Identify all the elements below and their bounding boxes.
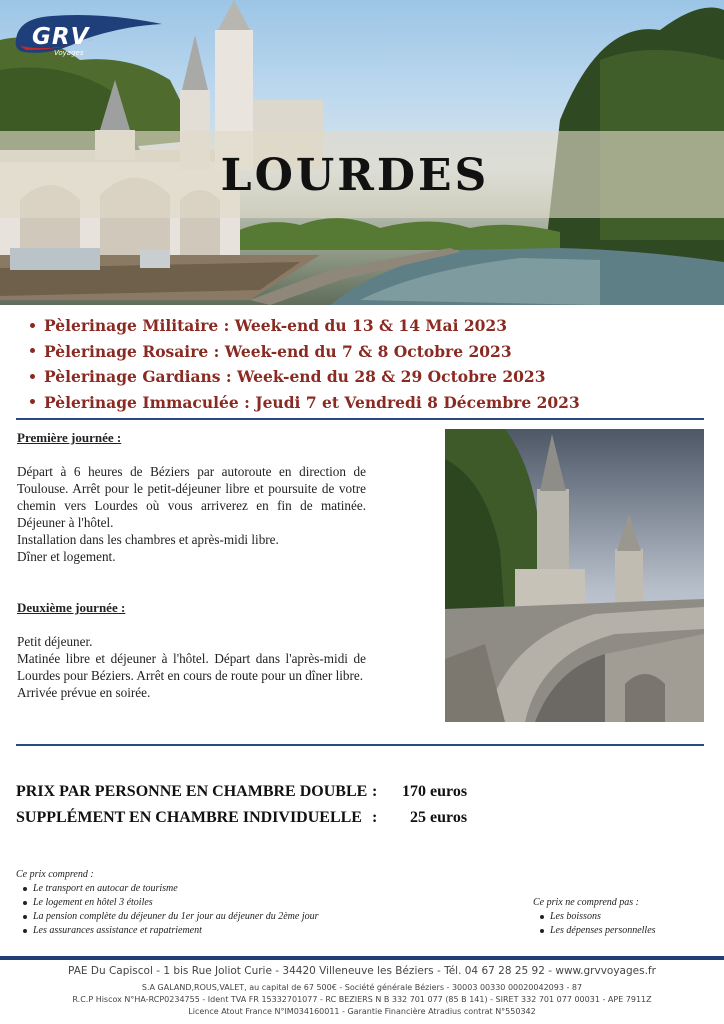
pilgrimage-list	[30, 313, 580, 415]
price-row	[16, 808, 486, 834]
divider-top	[16, 418, 704, 420]
bullet-icon	[30, 323, 35, 328]
day1-line: Installation dans les chambres et après-midi libre.	[17, 532, 279, 547]
pilgrimage-item: Pèlerinage Immaculée : Jeudi 7 et Vendredi 8 Décembre 2023	[30, 390, 580, 416]
excluded-title: Ce prix ne comprend pas :	[533, 897, 639, 908]
list-item: Les assurances assistance et rapatriement	[16, 924, 416, 938]
price-label: SUPPLÉMENT EN CHAMBRE INDIVIDUELLE	[16, 809, 362, 826]
included-title: Ce prix comprend :	[16, 869, 94, 880]
list-item: La pension complète du déjeuner du 1er jour au déjeuner du 2ème jour	[16, 910, 416, 924]
bullet-icon	[30, 374, 35, 379]
day2-title: Deuxième journée :	[17, 600, 126, 615]
pilgrimage-item: Pèlerinage Rosaire : Week-end du 7 & 8 Octobre 2023	[30, 339, 580, 365]
excluded-list	[533, 910, 713, 938]
list-item: Le logement en hôtel 3 étoiles	[16, 896, 416, 910]
day1-line: Dîner et logement.	[17, 549, 116, 564]
grv-logo[interactable]	[12, 10, 164, 58]
excluded-section	[533, 896, 713, 938]
footer-address: PAE Du Capiscol - 1 bis Rue Joliot Curie - 34420 Villeneuve les Béziers - Tél. 04 67 28 25 92 - www.grvvoyages.fr	[68, 965, 656, 977]
list-item: Les boissons	[533, 910, 713, 924]
footer-legal: Licence Atout France N°IM034160011 - Garantie Financière Atradius contrat N°550342	[188, 1007, 536, 1016]
day2-paragraph: Matinée libre et déjeuner à l'hôtel. Départ dans l'après-midi de Lourdes pour Béziers. Arrêt en cours de route pour un dîner libre.	[17, 651, 366, 683]
hero-banner	[0, 0, 724, 305]
price-value: 25 euros	[410, 809, 468, 826]
day1-paragraph: Départ à 6 heures de Béziers par autoroute en direction de Toulouse. Arrêt pour le petit-déjeuner libre et poursuite de votre chemin vers Lourdes où vous arriverez en fin de matinée. Déjeuner à l'hôtel.	[17, 464, 366, 530]
bullet-icon	[30, 348, 35, 353]
list-item: Le transport en autocar de tourisme	[16, 882, 416, 896]
list-item: Les dépenses personnelles	[533, 924, 713, 938]
price-row	[16, 782, 486, 808]
price-separator: :	[372, 783, 378, 800]
price-separator: :	[372, 809, 378, 826]
footer-legal: R.C.P Hiscox N°HA-RCP0234755 - Ident TVA FR 15332701077 - RC BEZIERS N B 332 701 077 (85 B 141) - SIRET 332 701 077 00031 - APE 7911Z	[72, 995, 652, 1004]
price-label: PRIX PAR PERSONNE EN CHAMBRE DOUBLE	[16, 783, 368, 800]
basilica-side-photo	[445, 429, 704, 722]
pilgrimage-item: Pèlerinage Militaire : Week-end du 13 & 14 Mai 2023	[30, 313, 580, 339]
price-value: 170 euros	[402, 783, 468, 800]
logo-subtitle: Voyages	[54, 49, 84, 57]
basilica-image	[445, 429, 704, 722]
footer-legal: S.A GALAND,ROUS,VALET, au capital de 67 500€ - Société générale Béziers - 30003 00330 00020042093 - 87	[141, 983, 583, 992]
day2-line: Arrivée prévue en soirée.	[17, 685, 151, 700]
page-title: LOURDES	[220, 150, 490, 201]
included-section	[16, 868, 416, 938]
itinerary	[17, 429, 366, 701]
bullet-icon	[30, 399, 35, 404]
divider-middle	[16, 744, 704, 746]
logo-brand: GRV	[32, 24, 90, 50]
footer-bar	[0, 956, 724, 960]
day2-line: Petit déjeuner.	[17, 634, 93, 649]
day1-title: Première journée :	[17, 430, 122, 445]
pilgrimage-item: Pèlerinage Gardians : Week-end du 28 & 29 Octobre 2023	[30, 364, 580, 390]
included-list	[16, 882, 416, 938]
price-table	[16, 782, 486, 834]
